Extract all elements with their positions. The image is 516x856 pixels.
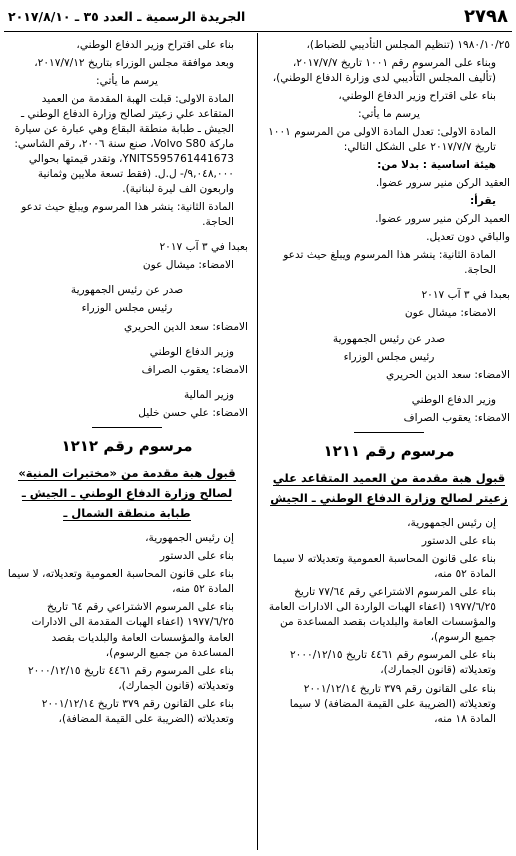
article-2: المادة الثانية: ينشر هذا المرسوم ويبلغ حيث تدعو الحاجة.: [21, 201, 234, 229]
left-column: [6, 38, 248, 730]
signature: الامضاء: يعقوب الصراف: [141, 363, 248, 376]
decree-formula: يرسم ما يأتي:: [96, 75, 158, 88]
signature: وزير الدفاع الوطني: [149, 345, 234, 358]
signature: وزير الدفاع الوطني: [411, 393, 496, 406]
paragraph: وبعد موافقة مجلس الوزراء بتاريخ ٢٠١٧/٧/١٢،: [34, 57, 234, 70]
article-2: المادة الثانية: ينشر هذا المرسوم ويبلغ حيث تدعو الحاجة.: [283, 249, 496, 277]
signature: رئيس مجلس الوزراء: [81, 302, 173, 315]
signature: الامضاء: يعقوب الصراف: [403, 411, 510, 424]
signature-date: بعبدا في ٣ آب ٢٠١٧: [159, 241, 248, 254]
paragraph: بناء على المرسوم رقم ٤٤٦١ تاريخ ٢٠٠٠/١٢/١٥ وتعديلاته (قانون الجمارك)،: [27, 664, 234, 692]
paragraph: إن رئيس الجمهورية،: [145, 532, 234, 545]
paragraph: العميد الركن منير سرور عضوا.: [375, 213, 510, 226]
subheading: يقرأ:: [469, 195, 496, 208]
paragraph: بناء على القانون رقم ٣٧٩ تاريخ ٢٠٠١/١٢/١٤ وتعديلاته (الضريبة على القيمة المضافة)،: [41, 697, 234, 725]
signature: الامضاء: سعد الدين الحريري: [124, 320, 248, 333]
decree-number: مرسوم رقم ١٢١١: [323, 441, 455, 460]
paragraph: بناء على الدستور: [421, 535, 496, 548]
paragraph: بناء على الدستور: [159, 550, 234, 563]
paragraph: والباقي دون تعديل.: [426, 231, 510, 244]
signature-date: بعبدا في ٣ آب ٢٠١٧: [421, 289, 510, 302]
paragraph: بناء على قانون المحاسبة العمومية وتعديلاته، لا سيما المادة ٥٢ منه،: [7, 568, 234, 596]
separator: [92, 427, 162, 428]
paragraph: بناء على المرسوم رقم ٤٤٦١ تاريخ ٢٠٠٠/١٢/١٥ وتعديلاته (قانون الجمارك)،: [289, 649, 496, 677]
paragraph: بناء على اقتراح وزير الدفاع الوطني،: [338, 90, 496, 103]
paragraph: بناء على المرسوم الاشتراعي رقم ٧٧/٦٤ تاريخ ١٩٧٧/٦/٢٥ (اعفاء الهبات الواردة الى الادارات العامة والمؤسسات العامة والبلديات بقصد المساعدة من جميع الرسوم)،: [268, 586, 496, 644]
paragraph: بناء على القانون رقم ٣٧٩ تاريخ ٢٠٠١/١٢/١٤ وتعديلاته (الضريبة على القيمة المضافة) لا سيما المادة ١٨ منه،: [289, 682, 496, 725]
paragraph: العقيد الركن منير سرور عضوا.: [375, 177, 510, 190]
decree-formula: يرسم ما يأتي:: [358, 108, 420, 121]
article-1: المادة الاولى: تعدل المادة الاولى من المرسوم ١٠٠١ تاريخ ٢٠١٧/٧/٧ على الشكل التالي:: [268, 126, 496, 154]
paragraph: بناء على قانون المحاسبة العمومية وتعديلاته لا سيما المادة ٥٢ منه،: [273, 553, 496, 581]
decree-title: قبول هبة مقدمة من العميد المتقاعد علي زعيتر لصالح وزارة الدفاع الوطني ـ الجيش: [270, 470, 508, 506]
decree-number: مرسوم رقم ١٢١٢: [61, 436, 193, 455]
signature: صدر عن رئيس الجمهورية: [70, 284, 184, 297]
right-column: [268, 38, 510, 730]
paragraph: بناء على اقتراح وزير الدفاع الوطني،: [76, 39, 234, 51]
signature: الامضاء: سعد الدين الحريري: [386, 368, 510, 381]
signature: الامضاء: علي حسن خليل: [138, 406, 248, 419]
paragraph: بناء على المرسوم الاشتراعي رقم ٦٤ تاريخ ١٩٧٧/٦/٢٥ (اعفاء الهبات المقدمة الى الادارات العامة والمؤسسات العامة والبلديات بقصد المساعدة من جميع الرسوم)،: [31, 601, 234, 659]
signature: رئيس مجلس الوزراء: [343, 350, 435, 363]
page-number: ٢٧٩٨: [464, 6, 508, 27]
gazette-title: الجريدة الرسمية ـ العدد ٣٥ ـ ٢٠١٧/٨/١٠: [8, 9, 246, 24]
decree-title: قبول هبة مقدمة من «مختبرات المنية» لصالح وزارة الدفاع الوطني ـ الجيش ـ طبابة منطقة الشمال ـ: [18, 465, 236, 521]
signature: الامضاء: ميشال عون: [142, 259, 234, 272]
column-divider: [257, 33, 258, 850]
signature: الامضاء: ميشال عون: [404, 307, 496, 320]
page-header: [4, 6, 512, 30]
paragraph: وبناء على المرسوم رقم ١٠٠١ تاريخ ٢٠١٧/٧/٧، (تأليف المجلس التأديبي لدى وزارة الدفاع الوطني)،: [272, 57, 496, 85]
header-rule: [4, 31, 512, 32]
signature: صدر عن رئيس الجمهورية: [332, 332, 446, 345]
article-1: المادة الاولى: قبلت الهبة المقدمة من العميد المتقاعد علي زعيتر لصالح وزارة الدفاع الوطني ـ الجيش ـ طبابة منطقة البقاع وهي عبارة عن سيارة ماركة Volvo S80، صنع سنة ٢٠٠٦، رقم الشاسي: YNITS595761441673، وتقدر قيمتها بحوالي ٩,٠٤٨,٠٠٠/- ل.ل. (فقط تسعة ملايين وثمانية واربعون الف ليرة لبنانية).: [14, 93, 234, 196]
subheading: هيئة اساسية : بدلا من:: [377, 159, 496, 172]
paragraph: إن رئيس الجمهورية،: [407, 517, 496, 530]
separator: [354, 432, 424, 433]
paragraph: ١٩٨٠/١٠/٢٥ (تنظيم المجلس التأديبي للضباط)،: [306, 39, 510, 51]
signature: وزير المالية: [183, 388, 234, 401]
